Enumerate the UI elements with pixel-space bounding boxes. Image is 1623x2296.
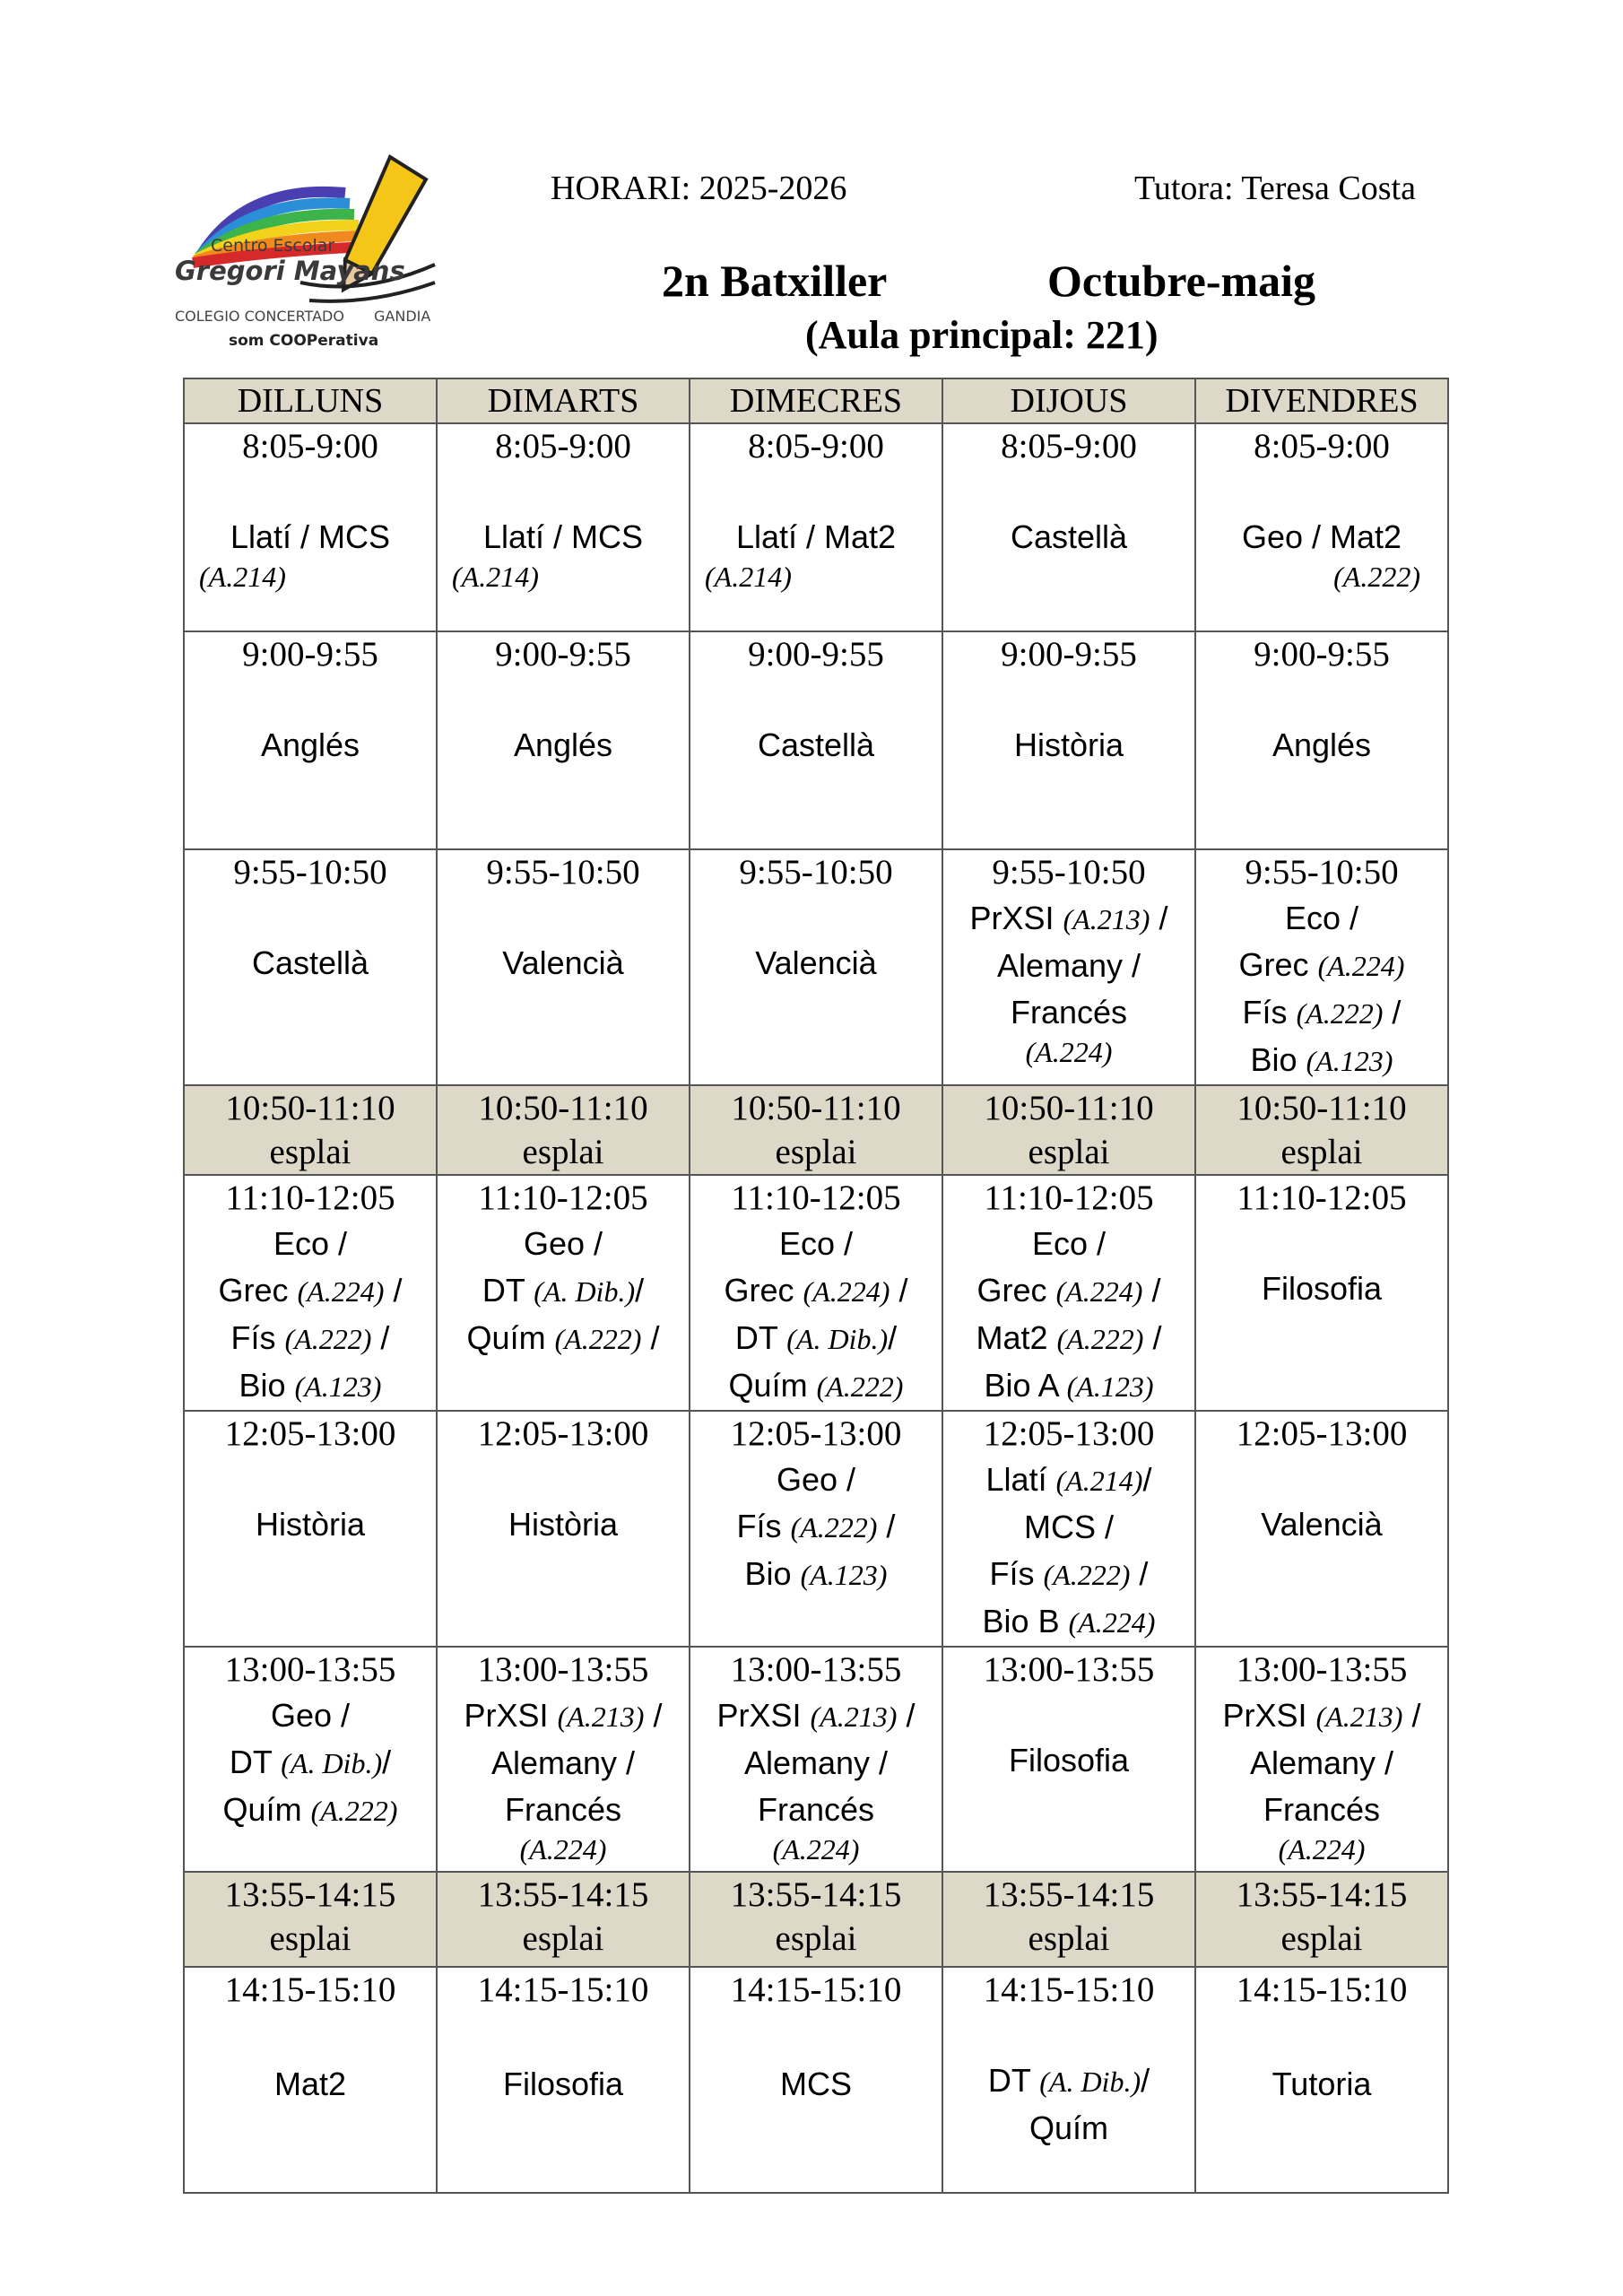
table-row bbox=[184, 1175, 1448, 1411]
schedule-cell: 9:55-10:50 PrXSI (A.213) / Alemany / Francés (A.224) bbox=[942, 849, 1195, 1085]
break-cell: 13:55-14:15 esplai bbox=[942, 1872, 1195, 1967]
room-label: (A.224) bbox=[1025, 1036, 1113, 1068]
schedule-cell: 9:55-10:50 Eco / Grec (A.224) Fís (A.222) / Bio (A.123) bbox=[1195, 849, 1448, 1085]
schedule-cell: 14:15-15:10 DT (A. Dib.)/ Quím bbox=[942, 1967, 1195, 2193]
schedule-cell: 9:55-10:50 Valencià bbox=[690, 849, 942, 1085]
break-cell: 10:50-11:10 esplai bbox=[184, 1085, 437, 1175]
schedule-cell: 13:00-13:55 PrXSI (A.213) / Alemany / Francés (A.224) bbox=[690, 1647, 942, 1872]
schedule-cell: 12:05-13:00 Història bbox=[184, 1411, 437, 1647]
room-label: (A.224) bbox=[772, 1833, 860, 1866]
break-row bbox=[184, 1085, 1448, 1175]
break-cell: 10:50-11:10 esplai bbox=[437, 1085, 690, 1175]
schedule-cell: 8:05-9:00 Llatí / MCS (A.214) bbox=[184, 423, 437, 631]
grade-title: 2n Batxiller bbox=[662, 256, 888, 306]
schedule-cell: 9:00-9:55 Història bbox=[942, 631, 1195, 849]
schedule-cell: 9:55-10:50 Castellà bbox=[184, 849, 437, 1085]
room-label: (A.214) bbox=[199, 561, 286, 593]
day-header: DIJOUS bbox=[942, 378, 1195, 423]
schedule-cell: 8:05-9:00 Llatí / Mat2 (A.214) bbox=[690, 423, 942, 631]
period-title: Octubre-maig bbox=[1047, 256, 1316, 306]
room-label: (A.224) bbox=[519, 1833, 607, 1866]
schedule-cell: 12:05-13:00 Història bbox=[437, 1411, 690, 1647]
logo-line-5: som COOPerativa bbox=[229, 332, 379, 350]
break-cell: 13:55-14:15 esplai bbox=[1195, 1872, 1448, 1967]
break-cell: 13:55-14:15 esplai bbox=[690, 1872, 942, 1967]
room-label: (A.224) bbox=[1278, 1833, 1366, 1866]
days-header-row bbox=[184, 378, 1448, 423]
schedule-cell: 13:00-13:55 PrXSI (A.213) / Alemany / Francés (A.224) bbox=[437, 1647, 690, 1872]
room-label: (A.214) bbox=[705, 561, 792, 593]
schedule-cell: 9:00-9:55 Anglés bbox=[184, 631, 437, 849]
schedule-cell: 8:05-9:00 Castellà bbox=[942, 423, 1195, 631]
schedule-cell: 13:00-13:55 Geo / DT (A. Dib.)/ Quím (A.222) bbox=[184, 1647, 437, 1872]
break-cell: 13:55-14:15 esplai bbox=[184, 1872, 437, 1967]
logo-line-1: Centro Escolar bbox=[211, 236, 335, 256]
tutor-name: Tutora: Teresa Costa bbox=[1134, 170, 1416, 207]
timetable bbox=[183, 378, 1449, 2194]
room-label: (A.222) bbox=[1333, 561, 1420, 593]
schedule-cell: 14:15-15:10 Filosofia bbox=[437, 1967, 690, 2193]
day-header: DIVENDRES bbox=[1195, 378, 1448, 423]
schedule-year: HORARI: 2025-2026 bbox=[551, 170, 847, 207]
table-row bbox=[184, 1647, 1448, 1872]
logo-line-3: COLEGIO CONCERTADO bbox=[175, 308, 344, 325]
table-row bbox=[184, 1967, 1448, 2193]
main-classroom: (Aula principal: 221) bbox=[805, 313, 1159, 357]
room-label: (A.214) bbox=[452, 561, 539, 593]
table-row bbox=[184, 849, 1448, 1085]
schedule-cell: 11:10-12:05 Filosofia bbox=[1195, 1175, 1448, 1411]
schedule-cell: 9:00-9:55 Anglés bbox=[1195, 631, 1448, 849]
table-row bbox=[184, 1411, 1448, 1647]
schedule-cell: 12:05-13:00 Valencià bbox=[1195, 1411, 1448, 1647]
schedule-cell: 11:10-12:05 Eco / Grec (A.224) / DT (A. Dib.)/ Quím (A.222) bbox=[690, 1175, 942, 1411]
schedule-cell: 9:00-9:55 Castellà bbox=[690, 631, 942, 849]
logo-line-4: GANDIA bbox=[374, 308, 431, 325]
break-cell: 10:50-11:10 esplai bbox=[1195, 1085, 1448, 1175]
school-logo bbox=[166, 148, 444, 359]
break-row bbox=[184, 1872, 1448, 1967]
table-row bbox=[184, 423, 1448, 631]
schedule-cell: 8:05-9:00 Geo / Mat2 (A.222) bbox=[1195, 423, 1448, 631]
schedule-cell: 11:10-12:05 Eco / Grec (A.224) / Fís (A.222) / Bio (A.123) bbox=[184, 1175, 437, 1411]
schedule-cell: 12:05-13:00 Llatí (A.214)/ MCS / Fís (A.222) / Bio B (A.224) bbox=[942, 1411, 1195, 1647]
schedule-cell: 13:00-13:55 Filosofia bbox=[942, 1647, 1195, 1872]
logo-line-2: Gregori Mayans bbox=[175, 256, 405, 286]
schedule-cell: 11:10-12:05 Eco / Grec (A.224) / Mat2 (A.222) / Bio A (A.123) bbox=[942, 1175, 1195, 1411]
table-row bbox=[184, 631, 1448, 849]
schedule-cell: 13:00-13:55 PrXSI (A.213) / Alemany / Francés (A.224) bbox=[1195, 1647, 1448, 1872]
schedule-cell: 8:05-9:00 Llatí / MCS (A.214) bbox=[437, 423, 690, 631]
schedule-cell: 14:15-15:10 Tutoria bbox=[1195, 1967, 1448, 2193]
schedule-cell: 9:00-9:55 Anglés bbox=[437, 631, 690, 849]
schedule-cell: 11:10-12:05 Geo / DT (A. Dib.)/ Quím (A.222) / bbox=[437, 1175, 690, 1411]
day-header: DILLUNS bbox=[184, 378, 437, 423]
break-cell: 13:55-14:15 esplai bbox=[437, 1872, 690, 1967]
day-header: DIMARTS bbox=[437, 378, 690, 423]
schedule-cell: 14:15-15:10 MCS bbox=[690, 1967, 942, 2193]
schedule-cell: 9:55-10:50 Valencià bbox=[437, 849, 690, 1085]
break-cell: 10:50-11:10 esplai bbox=[690, 1085, 942, 1175]
day-header: DIMECRES bbox=[690, 378, 942, 423]
schedule-cell: 14:15-15:10 Mat2 bbox=[184, 1967, 437, 2193]
schedule-cell: 12:05-13:00 Geo / Fís (A.222) / Bio (A.123) bbox=[690, 1411, 942, 1647]
break-cell: 10:50-11:10 esplai bbox=[942, 1085, 1195, 1175]
